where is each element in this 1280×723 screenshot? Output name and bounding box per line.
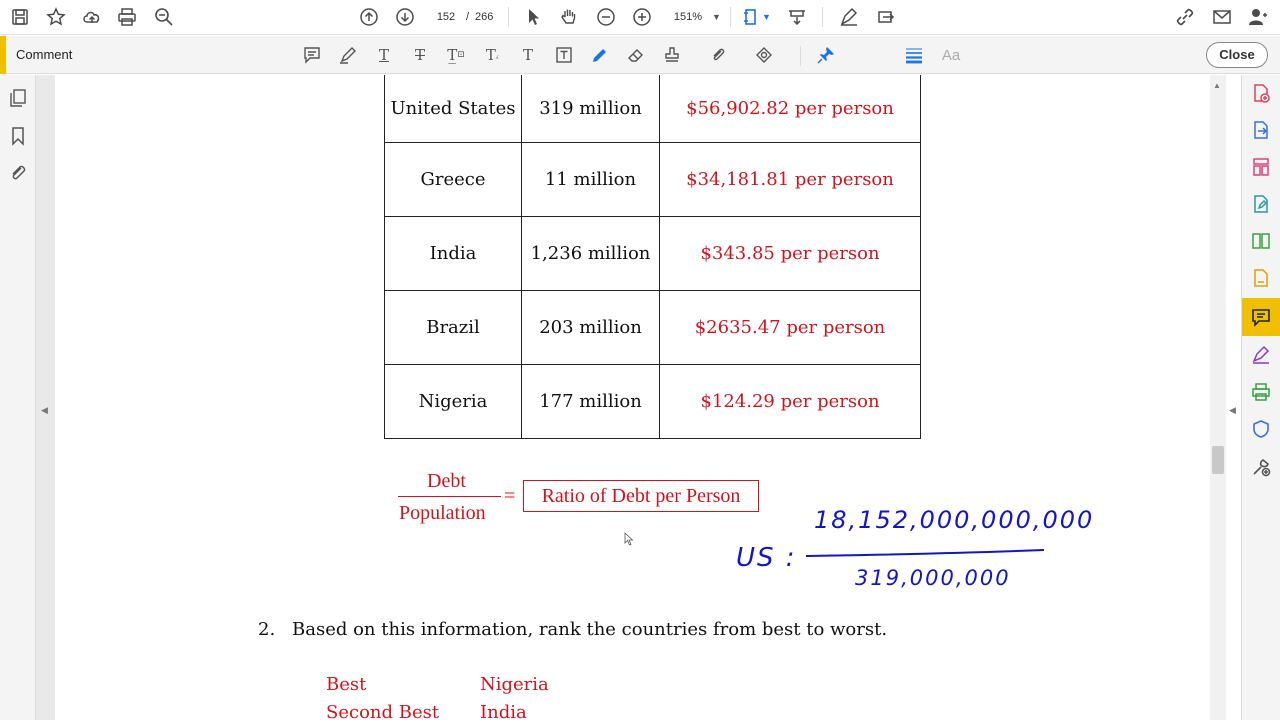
comment-tool-label: Comment — [16, 47, 73, 62]
comment-tool-icon[interactable] — [1251, 307, 1271, 327]
fill-sign-icon[interactable] — [1251, 345, 1271, 365]
table-cell-ratio: $2635.47 per person — [694, 317, 886, 338]
table-cell-country: Nigeria — [418, 391, 488, 412]
question-text: Based on this information, rank the countries from best to worst. — [292, 619, 888, 640]
add-user-icon[interactable] — [1246, 5, 1270, 29]
mail-icon[interactable] — [1210, 5, 1234, 29]
eraser-icon[interactable] — [625, 44, 647, 66]
toolbar-divider — [800, 46, 801, 66]
share-icon[interactable] — [873, 5, 897, 29]
table-cell-country: India — [429, 243, 477, 264]
highlighter-icon[interactable] — [337, 44, 359, 66]
star-icon[interactable] — [44, 5, 68, 29]
page-separator: / — [466, 11, 470, 23]
handwritten-numerator: 18,152,000,000,000 — [814, 506, 1095, 534]
request-signature-icon[interactable] — [1251, 268, 1271, 288]
table-cell-population: 177 million — [539, 391, 642, 412]
page-thumbnails-icon[interactable] — [8, 88, 28, 108]
more-tools-icon[interactable] — [1251, 457, 1271, 477]
formula-equals: = — [504, 485, 516, 507]
page-down-icon[interactable] — [393, 5, 417, 29]
left-navigation-panel — [0, 75, 36, 720]
toolbar-divider — [508, 7, 509, 27]
table-cell-country: United States — [390, 98, 516, 119]
collapse-left-panel-icon[interactable]: ◀ — [41, 405, 48, 415]
table-cell-country: Brazil — [426, 317, 480, 338]
strikethrough-text-icon[interactable]: T — [414, 46, 425, 64]
compare-files-icon[interactable] — [1251, 231, 1271, 251]
formula-numerator: Debt — [427, 470, 466, 492]
handwritten-denominator: 319,000,000 — [855, 566, 1011, 590]
organize-pages-icon[interactable] — [1251, 157, 1271, 177]
toolbar-divider — [730, 7, 731, 27]
insert-text-icon[interactable]: T ⁁ — [485, 46, 499, 64]
table-cell-population: 1,236 million — [530, 243, 651, 264]
page-total: 266 — [475, 11, 494, 23]
underline-text-icon[interactable]: T — [378, 46, 389, 64]
upload-cloud-icon[interactable] — [80, 5, 104, 29]
table-cell-ratio: $34,181.81 per person — [686, 169, 894, 190]
rank-label: Second Best — [326, 702, 440, 723]
zoom-in-icon[interactable] — [630, 5, 654, 29]
table-cell-country: Greece — [420, 169, 486, 190]
fraction-bar — [398, 496, 501, 497]
table-cell-ratio: $343.85 per person — [700, 243, 880, 264]
select-arrow-icon[interactable] — [522, 5, 546, 29]
mouse-cursor-icon — [624, 532, 634, 546]
bookmark-icon[interactable] — [8, 126, 28, 146]
main-toolbar — [0, 0, 1280, 35]
save-icon[interactable] — [8, 5, 32, 29]
rank-label: Best — [326, 674, 367, 695]
export-pdf-icon[interactable] — [1251, 120, 1271, 140]
collapse-right-panel-icon[interactable]: ◀ — [1229, 405, 1236, 415]
stamp-icon[interactable] — [661, 44, 683, 66]
vertical-scrollbar[interactable] — [1210, 75, 1226, 720]
add-text-icon[interactable]: T — [522, 46, 533, 64]
rank-country: India — [480, 702, 527, 723]
handwritten-label: US : — [736, 543, 797, 573]
zoom-chevron-down-icon[interactable]: ▼ — [712, 12, 721, 22]
sign-icon[interactable] — [837, 5, 861, 29]
fit-chevron-down-icon[interactable]: ▼ — [762, 12, 771, 22]
table-cell-population: 203 million — [539, 317, 642, 338]
formula-result-box: Ratio of Debt per Person — [523, 480, 759, 512]
create-pdf-icon[interactable] — [1251, 83, 1271, 103]
table-border — [920, 75, 921, 439]
scrollbar-thumb[interactable] — [1212, 446, 1224, 474]
attachment-icon[interactable] — [8, 163, 28, 183]
comment-accent-bar — [0, 36, 6, 74]
table-cell-population: 319 million — [539, 98, 642, 119]
text-size-button[interactable]: Aa — [941, 46, 961, 64]
sticky-note-icon[interactable] — [301, 44, 323, 66]
formula-denominator: Population — [399, 502, 486, 524]
handwritten-fraction-bar — [804, 546, 1046, 560]
table-cell-population: 11 million — [544, 169, 637, 190]
print-icon[interactable] — [115, 5, 139, 29]
fit-page-icon[interactable] — [740, 5, 764, 29]
pin-icon[interactable] — [815, 44, 837, 66]
toolbar-divider — [822, 7, 823, 27]
scroll-up-icon[interactable]: ▲ — [1213, 81, 1221, 90]
edit-pdf-icon[interactable] — [1251, 194, 1271, 214]
zoom-level-select[interactable]: 151% — [673, 11, 703, 23]
replace-text-icon[interactable]: T̲ ⊡ — [447, 46, 465, 64]
close-comment-button[interactable]: Close — [1206, 42, 1268, 68]
table-cell-ratio: $124.29 per person — [700, 391, 880, 412]
table-cell-ratio: $56,902.82 per person — [686, 98, 894, 119]
rank-country: Nigeria — [480, 674, 549, 695]
page-number-input[interactable]: 152 — [436, 11, 456, 23]
shapes-icon[interactable] — [753, 44, 775, 66]
question-number: 2. — [258, 619, 276, 640]
scroll-mode-icon[interactable] — [785, 5, 809, 29]
zoom-out-icon[interactable] — [594, 5, 618, 29]
text-box-icon[interactable] — [553, 44, 575, 66]
print-production-icon[interactable] — [1251, 382, 1271, 402]
zoom-search-icon[interactable] — [152, 5, 176, 29]
page-up-icon[interactable] — [357, 5, 381, 29]
link-icon[interactable] — [1173, 5, 1197, 29]
table-border — [384, 438, 921, 439]
hand-icon[interactable] — [557, 5, 581, 29]
comment-toolbar — [0, 36, 1280, 74]
attach-file-icon[interactable] — [707, 44, 729, 66]
line-thickness-icon[interactable] — [903, 44, 925, 66]
pencil-draw-icon[interactable] — [589, 44, 611, 66]
protect-shield-icon[interactable] — [1251, 419, 1271, 439]
